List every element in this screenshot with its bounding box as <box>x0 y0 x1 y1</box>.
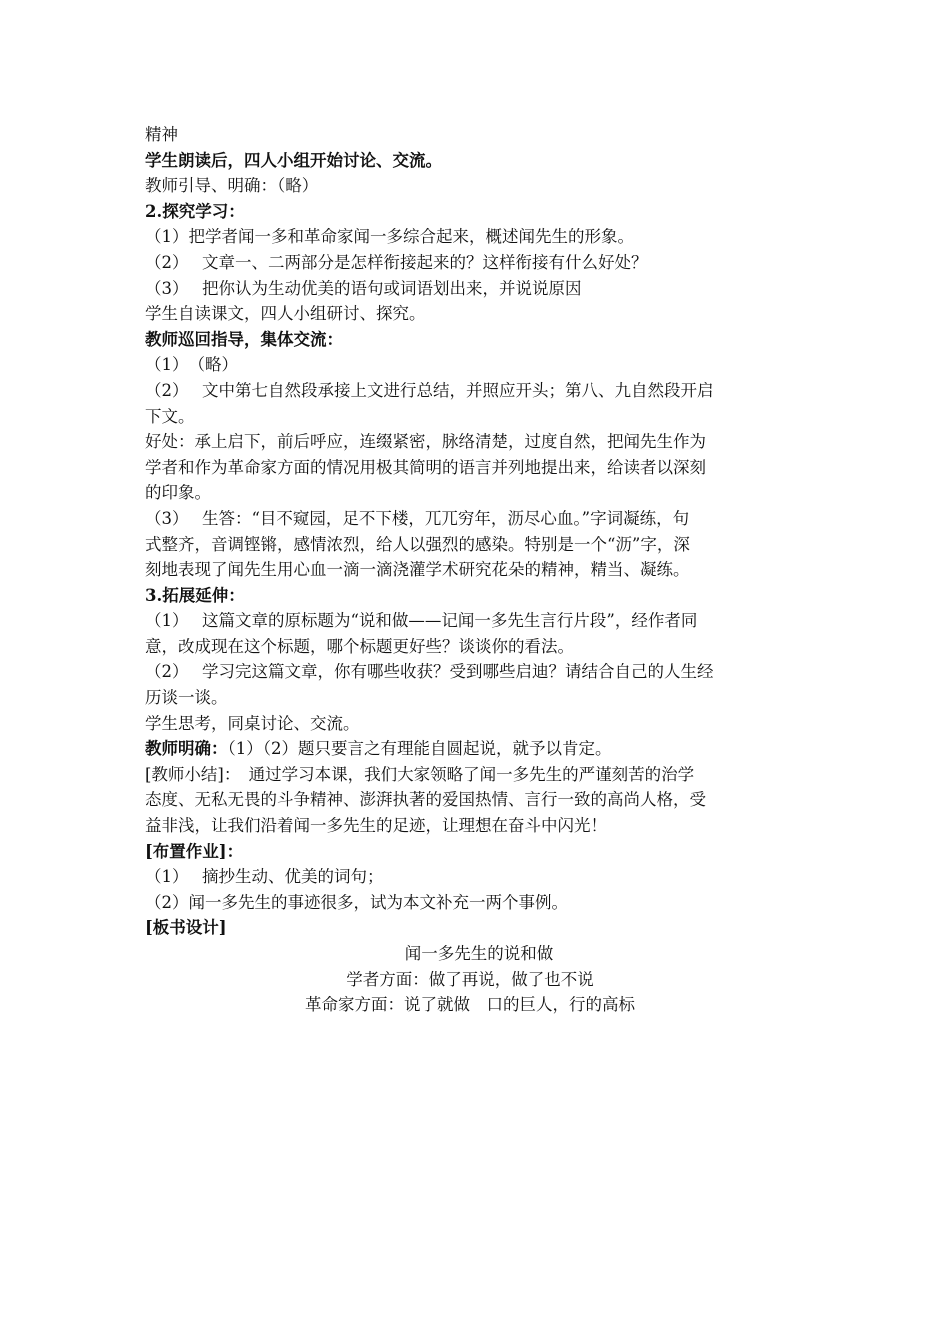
section-heading: 2.探究学习： <box>145 201 245 221</box>
text-line: 好处：承上启下，前后呼应，连缀紧密，脉络清楚，过度自然，把闻先生作为 <box>145 432 706 452</box>
text-line: （1）把学者闻一多和革命家闻一多综合起来，概述闻先生的形象。 <box>145 227 634 247</box>
text-line: 学者和作为革命家方面的情况用极其简明的语言并列地提出来，给读者以深刻 <box>145 457 706 477</box>
text-line: （2） 文章一、二两部分是怎样衔接起来的？这样衔接有什么好处？ <box>145 252 648 272</box>
teacher-summary <box>145 762 805 839</box>
text-line: （2） 学习完这篇文章，你有哪些收获？受到哪些启迪？请结合自己的人生经 <box>145 662 714 682</box>
text-line: 学生自读课文，四人小组研讨、探究。 <box>145 304 426 324</box>
teacher-clarify-line <box>145 736 805 762</box>
teacher-clarify-text: （1）（2）题只要言之有理能自圆起说，就予以肯定。 <box>227 739 612 759</box>
summary-line: 益非浅，让我们沿着闻一多先生的足迹，让理想在奋斗中闪光！ <box>145 816 607 836</box>
homework-item: （2）闻一多先生的事迹很多，试为本文补充一两个事例。 <box>145 892 568 912</box>
text-line: 的印象。 <box>145 483 211 503</box>
text-line: 学生思考，同桌讨论、交流。 <box>145 713 360 733</box>
text-line: 教师巡回指导，集体交流： <box>145 329 343 349</box>
section-heading: 3.拓展延伸： <box>145 585 245 605</box>
board-heading: [板书设计] <box>145 918 227 938</box>
teacher-clarify-label: 教师明确： <box>145 739 228 759</box>
text-line: 历谈一谈。 <box>145 688 228 708</box>
text-line: 精神 <box>145 125 178 144</box>
text-line: 式整齐，音调铿锵，感情浓烈，给人以强烈的感染。特别是一个“沥”字，深 <box>145 534 690 554</box>
text-line: （3） 把你认为生动优美的语句或词语划出来，并说说原因 <box>145 278 582 298</box>
homework-heading: [布置作业]： <box>145 841 244 861</box>
homework-section <box>145 839 805 916</box>
summary-line: 态度、无私无畏的斗争精神、澎湃执著的爱国热情、言行一致的高尚人格，受 <box>145 790 706 810</box>
text-line: 意，改成现在这个标题，哪个标题更好些？谈谈你的看法。 <box>145 636 574 656</box>
text-line: （3） 生答：“目不窥园，足不下楼，兀兀穷年，沥尽心血。”字词凝练，句 <box>145 508 690 528</box>
board-title: 闻一多先生的说和做 <box>404 944 554 963</box>
board-design-section <box>145 915 805 1017</box>
text-line: 学生朗读后，四人小组开始讨论、交流。 <box>145 150 442 170</box>
text-line: （1） （略） <box>145 355 238 375</box>
summary-line: [教师小结]： 通过学习本课，我们大家领略了闻一多先生的严谨刻苦的治学 <box>145 764 695 784</box>
board-row-scholar: 学者方面：做了再说，做了也不说 <box>346 969 594 989</box>
board-row-revolutionary: 革命家方面：说了就做 口的巨人，行的高标 <box>305 995 635 1015</box>
text-line: （2） 文中第七自然段承接上文进行总结，并照应开头；第八、九自然段开启 <box>145 380 714 400</box>
body-lines <box>145 122 805 736</box>
homework-item: （1） 摘抄生动、优美的词句； <box>145 867 384 887</box>
text-line: 下文。 <box>145 406 195 426</box>
document-page <box>145 122 805 1018</box>
text-line: 刻地表现了闻先生用心血一滴一滴浇灌学术研究花朵的精神，精当、凝练。 <box>145 560 690 580</box>
text-line: （1） 这篇文章的原标题为“说和做——记闻一多先生言行片段”，经作者同 <box>145 611 698 631</box>
text-line: 教师引导、明确：（略） <box>145 176 319 196</box>
